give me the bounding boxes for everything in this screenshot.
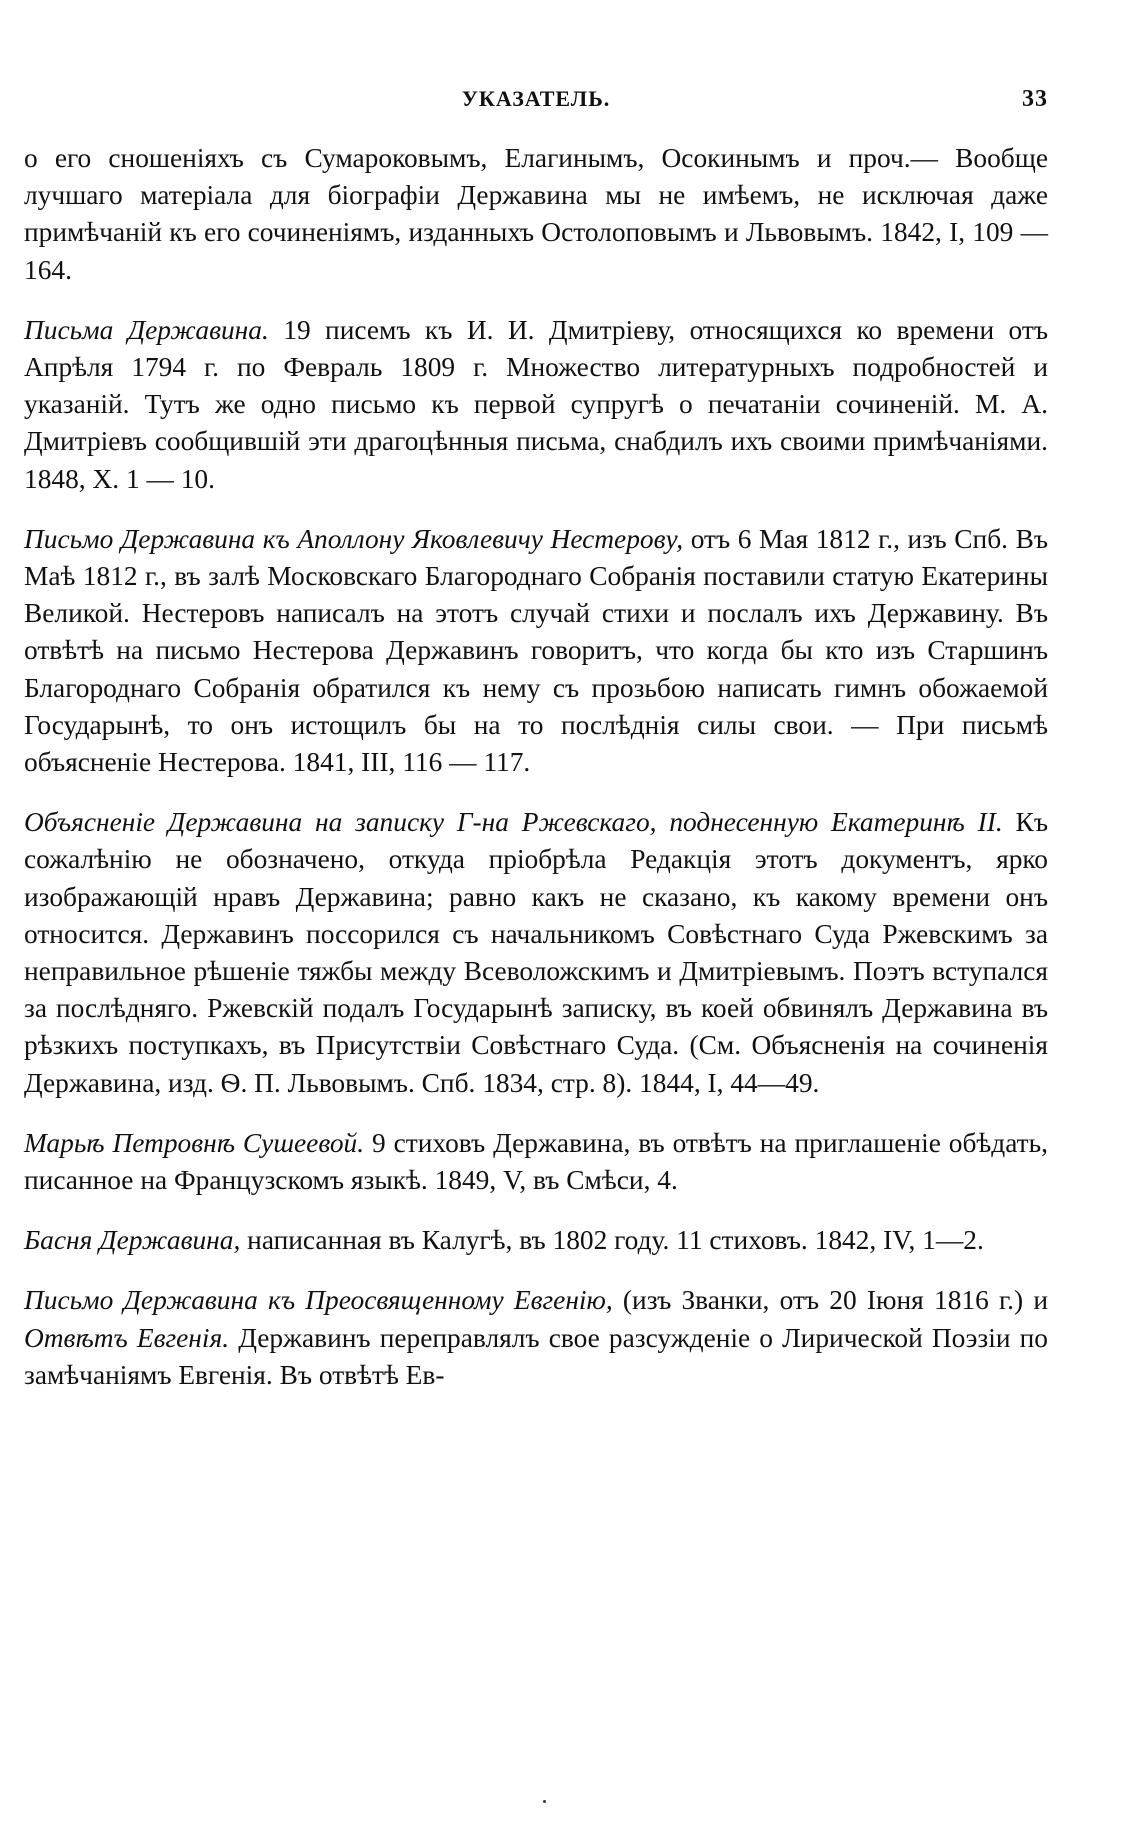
page-number: 33: [1022, 86, 1048, 112]
entry-body: Къ сожалѣнію не обозначено, откуда пріобрѣла Редакція этотъ документъ, ярко изображающій нравъ Державина; равно какъ не сказано, къ какому времени онъ относится. Державинъ поссорился съ начальникомъ Совѣстнаго Суда Ржевскимъ за неправильное рѣшеніе тяжбы между Всеволожскимъ и Дмитріевымъ. Поэтъ вступался за послѣдняго. Ржевскій подалъ Государынѣ записку, въ коей обвинялъ Державина въ рѣзкихъ поступкахъ, въ Присутствіи Совѣстнаго Суда. (См. Объясненія на сочиненія Державина, изд. Ѳ. П. Львовымъ. Спб. 1834, стр. 8). 1844, I, 44—49.: [24, 807, 1048, 1098]
entry-title-secondary: Отвѣтъ Евгенія.: [24, 1322, 230, 1353]
entry-title: Письма Державина.: [24, 314, 269, 345]
entry-body: (изъ Званки, отъ 20 Іюня 1816 г.) и: [612, 1285, 1049, 1316]
page: [24, 60, 1048, 1417]
index-text: [24, 140, 1048, 1394]
entry-body: 9 стиховъ Державина, въ отвѣтъ на приглашеніе обѣдать, писанное на Французскомъ языкѣ. 1849, V, въ Смѣси, 4.: [24, 1127, 1048, 1196]
entry-title: Письмо Державина къ Аполлону Яковлевичу Нестерову,: [24, 523, 684, 554]
entry-susheeva: [24, 1125, 1048, 1199]
entry-body: о его сношеніяхъ съ Сумароковымъ, Елагинымъ, Осокинымъ и проч.— Вообще лучшаго матеріала для біографіи Державина мы не имѣемъ, не исключая даже примѣчаній къ его сочиненіямъ, изданныхъ Остолоповымъ и Львовымъ. 1842, I, 109 — 164.: [24, 143, 1048, 285]
entry-fable: [24, 1222, 1048, 1259]
stray-mark: [543, 1800, 546, 1803]
entry-title: Басня Державина,: [24, 1225, 241, 1256]
entry-continuation: [24, 140, 1048, 289]
entry-letter-nesterov: [24, 521, 1048, 781]
entry-explanation-rzhevsky: [24, 804, 1048, 1102]
entry-title: Марьѣ Петровнѣ Сушеевой.: [24, 1127, 365, 1158]
entry-letters-dmitriev: [24, 312, 1048, 498]
running-title: УКАЗАТЕЛЬ.: [461, 86, 611, 111]
entry-letter-evgeny: [24, 1282, 1048, 1394]
entry-body-secondary: Державинъ переправлялъ свое разсужденіе о Лирической Поэзіи по замѣчаніямъ Евгенія. Въ отвѣтѣ Ев-: [24, 1322, 1048, 1390]
running-head: [24, 60, 1048, 110]
entry-body: отъ 6 Мая 1812 г., изъ Спб. Въ Маѣ 1812 г., въ залѣ Московскаго Благороднаго Собранія поставили статую Екатерины Великой. Нестеровъ написалъ на этотъ случай стихи и послалъ ихъ Державину. Въ отвѣтѣ на письмо Нестерова Державинъ говоритъ, что когда бы кто изъ Старшинъ Благороднаго Собранія обратился къ нему съ прозьбою написать гимнъ обожаемой Государынѣ, то онъ истощилъ бы на то послѣднія силы свои. — При письмѣ объясненіе Нестерова. 1841, III, 116 — 117.: [24, 523, 1048, 778]
entry-title: Объясненіе Державина на записку Г-на Ржевскаго, поднесенную Екатеринѣ II.: [24, 807, 1003, 838]
entry-title: Письмо Державина къ Преосвященному Евгенію,: [24, 1285, 613, 1316]
entry-body: 19 писемъ къ И. И. Дмитріеву, относящихся ко времени отъ Апрѣля 1794 г. по Февраль 1809 г. Множество литературныхъ подробностей и указаній. Тутъ же одно письмо къ первой супругѣ о печатаніи сочиненій. М. А. Дмитріевъ сообщившій эти драгоцѣнныя письма, снабдилъ ихъ своими примѣчаніями. 1848, X. 1 — 10.: [24, 314, 1048, 494]
entry-body: написанная въ Калугѣ, въ 1802 году. 11 стиховъ. 1842, IV, 1—2.: [240, 1225, 984, 1256]
